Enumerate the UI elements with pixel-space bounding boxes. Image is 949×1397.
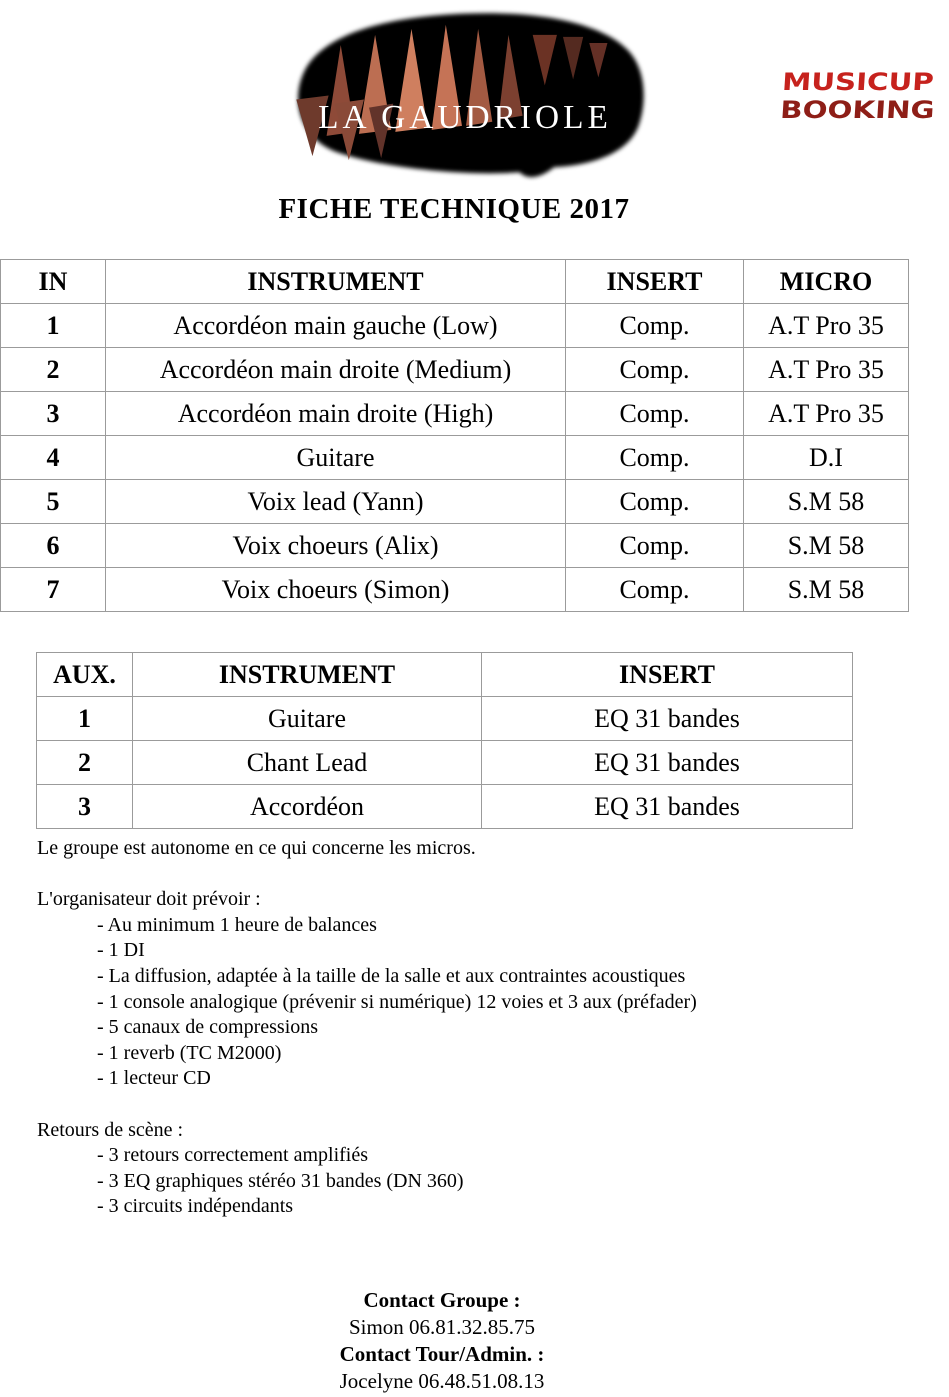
table-cell: Guitare <box>106 436 566 480</box>
table-row <box>1 436 909 480</box>
contact-tour-label: Contact Tour/Admin. : <box>339 1342 545 1366</box>
table-cell: A.T Pro 35 <box>744 304 909 348</box>
header-aux: AUX. <box>37 653 133 697</box>
table-row <box>37 697 853 741</box>
input-table-header-row <box>1 260 909 304</box>
musicup-wordmark: MUSICUP <box>781 68 935 96</box>
spacer <box>37 862 897 888</box>
technical-notes <box>37 836 897 1220</box>
table-row <box>37 741 853 785</box>
table-row <box>1 524 909 568</box>
table-cell: 1 <box>1 304 106 348</box>
table-cell: 2 <box>1 348 106 392</box>
table-cell: Comp. <box>566 436 744 480</box>
booking-logo <box>779 68 937 124</box>
table-row <box>1 348 909 392</box>
contact-group-label: Contact Groupe : <box>363 1288 521 1312</box>
table-cell: 5 <box>1 480 106 524</box>
list-item: - 5 canaux de compressions <box>97 1016 319 1039</box>
header-in: IN <box>1 260 106 304</box>
contact-tour-value: Jocelyne 06.48.51.08.13 <box>339 1369 545 1393</box>
table-cell: S.M 58 <box>744 524 909 568</box>
table-cell: Voix choeurs (Alix) <box>106 524 566 568</box>
list-item: - 1 DI <box>97 939 145 962</box>
table-cell: 6 <box>1 524 106 568</box>
table-cell: EQ 31 bandes <box>482 785 853 829</box>
contact-group-value: Simon 06.81.32.85.75 <box>348 1315 536 1339</box>
aux-table-header-row <box>37 653 853 697</box>
table-cell: Guitare <box>133 697 482 741</box>
table-cell: Comp. <box>566 524 744 568</box>
aux-sends-table <box>36 652 853 829</box>
table-cell: 1 <box>37 697 133 741</box>
autonomy-note: Le groupe est autonome en ce qui concerne les micros. <box>37 837 476 859</box>
list-item: - 1 console analogique (prévenir si numérique) 12 voies et 3 aux (préfader) <box>97 990 697 1013</box>
table-cell: A.T Pro 35 <box>744 392 909 436</box>
list-item: - 3 circuits indépendants <box>97 1195 294 1218</box>
table-row <box>1 392 909 436</box>
list-item: - 3 retours correctement amplifiés <box>97 1144 368 1167</box>
table-cell: Comp. <box>566 480 744 524</box>
table-cell: D.I <box>744 436 909 480</box>
table-cell: Voix lead (Yann) <box>106 480 566 524</box>
spacer <box>37 1092 897 1118</box>
table-cell: S.M 58 <box>744 480 909 524</box>
table-cell: Voix choeurs (Simon) <box>106 568 566 612</box>
header-micro: MICRO <box>744 260 909 304</box>
list-item: - Au minimum 1 heure de balances <box>97 913 377 936</box>
input-channels-table <box>0 259 909 612</box>
table-cell: Accordéon main droite (Medium) <box>106 348 566 392</box>
booking-wordmark: BOOKING <box>779 96 936 124</box>
table-cell: 7 <box>1 568 106 612</box>
table-cell: Chant Lead <box>133 741 482 785</box>
table-cell: S.M 58 <box>744 568 909 612</box>
header-instrument: INSTRUMENT <box>133 653 482 697</box>
band-name: LA GAUDRIOLE <box>318 98 612 136</box>
table-cell: EQ 31 bandes <box>482 741 853 785</box>
list-item: - 1 lecteur CD <box>97 1067 211 1090</box>
table-cell: Comp. <box>566 568 744 612</box>
organizer-heading: L'organisateur doit prévoir : <box>37 888 261 911</box>
table-cell: 4 <box>1 436 106 480</box>
list-item: - 3 EQ graphiques stéréo 31 bandes (DN 360) <box>97 1169 464 1192</box>
table-row <box>1 304 909 348</box>
band-logo-image <box>268 6 662 184</box>
table-cell: Comp. <box>566 392 744 436</box>
table-cell: 3 <box>37 785 133 829</box>
table-cell: A.T Pro 35 <box>744 348 909 392</box>
table-cell: Comp. <box>566 304 744 348</box>
list-item: - 1 reverb (TC M2000) <box>97 1041 282 1064</box>
header-insert: INSERT <box>482 653 853 697</box>
table-cell: 3 <box>1 392 106 436</box>
table-cell: Comp. <box>566 348 744 392</box>
organizer-list <box>37 913 897 1092</box>
monitors-heading: Retours de scène : <box>37 1118 184 1141</box>
list-item: - La diffusion, adaptée à la taille de la salle et aux contraintes acoustiques <box>97 964 686 987</box>
contact-block <box>0 1287 884 1395</box>
table-cell: Accordéon <box>133 785 482 829</box>
table-row <box>1 480 909 524</box>
table-row <box>1 568 909 612</box>
table-cell: Accordéon main gauche (Low) <box>106 304 566 348</box>
table-cell: Accordéon main droite (High) <box>106 392 566 436</box>
table-cell: EQ 31 bandes <box>482 697 853 741</box>
table-cell: 2 <box>37 741 133 785</box>
document-title: FICHE TECHNIQUE 2017 <box>278 193 630 225</box>
header-instrument: INSTRUMENT <box>106 260 566 304</box>
monitors-list <box>37 1143 897 1220</box>
table-row <box>37 785 853 829</box>
header-insert: INSERT <box>566 260 744 304</box>
